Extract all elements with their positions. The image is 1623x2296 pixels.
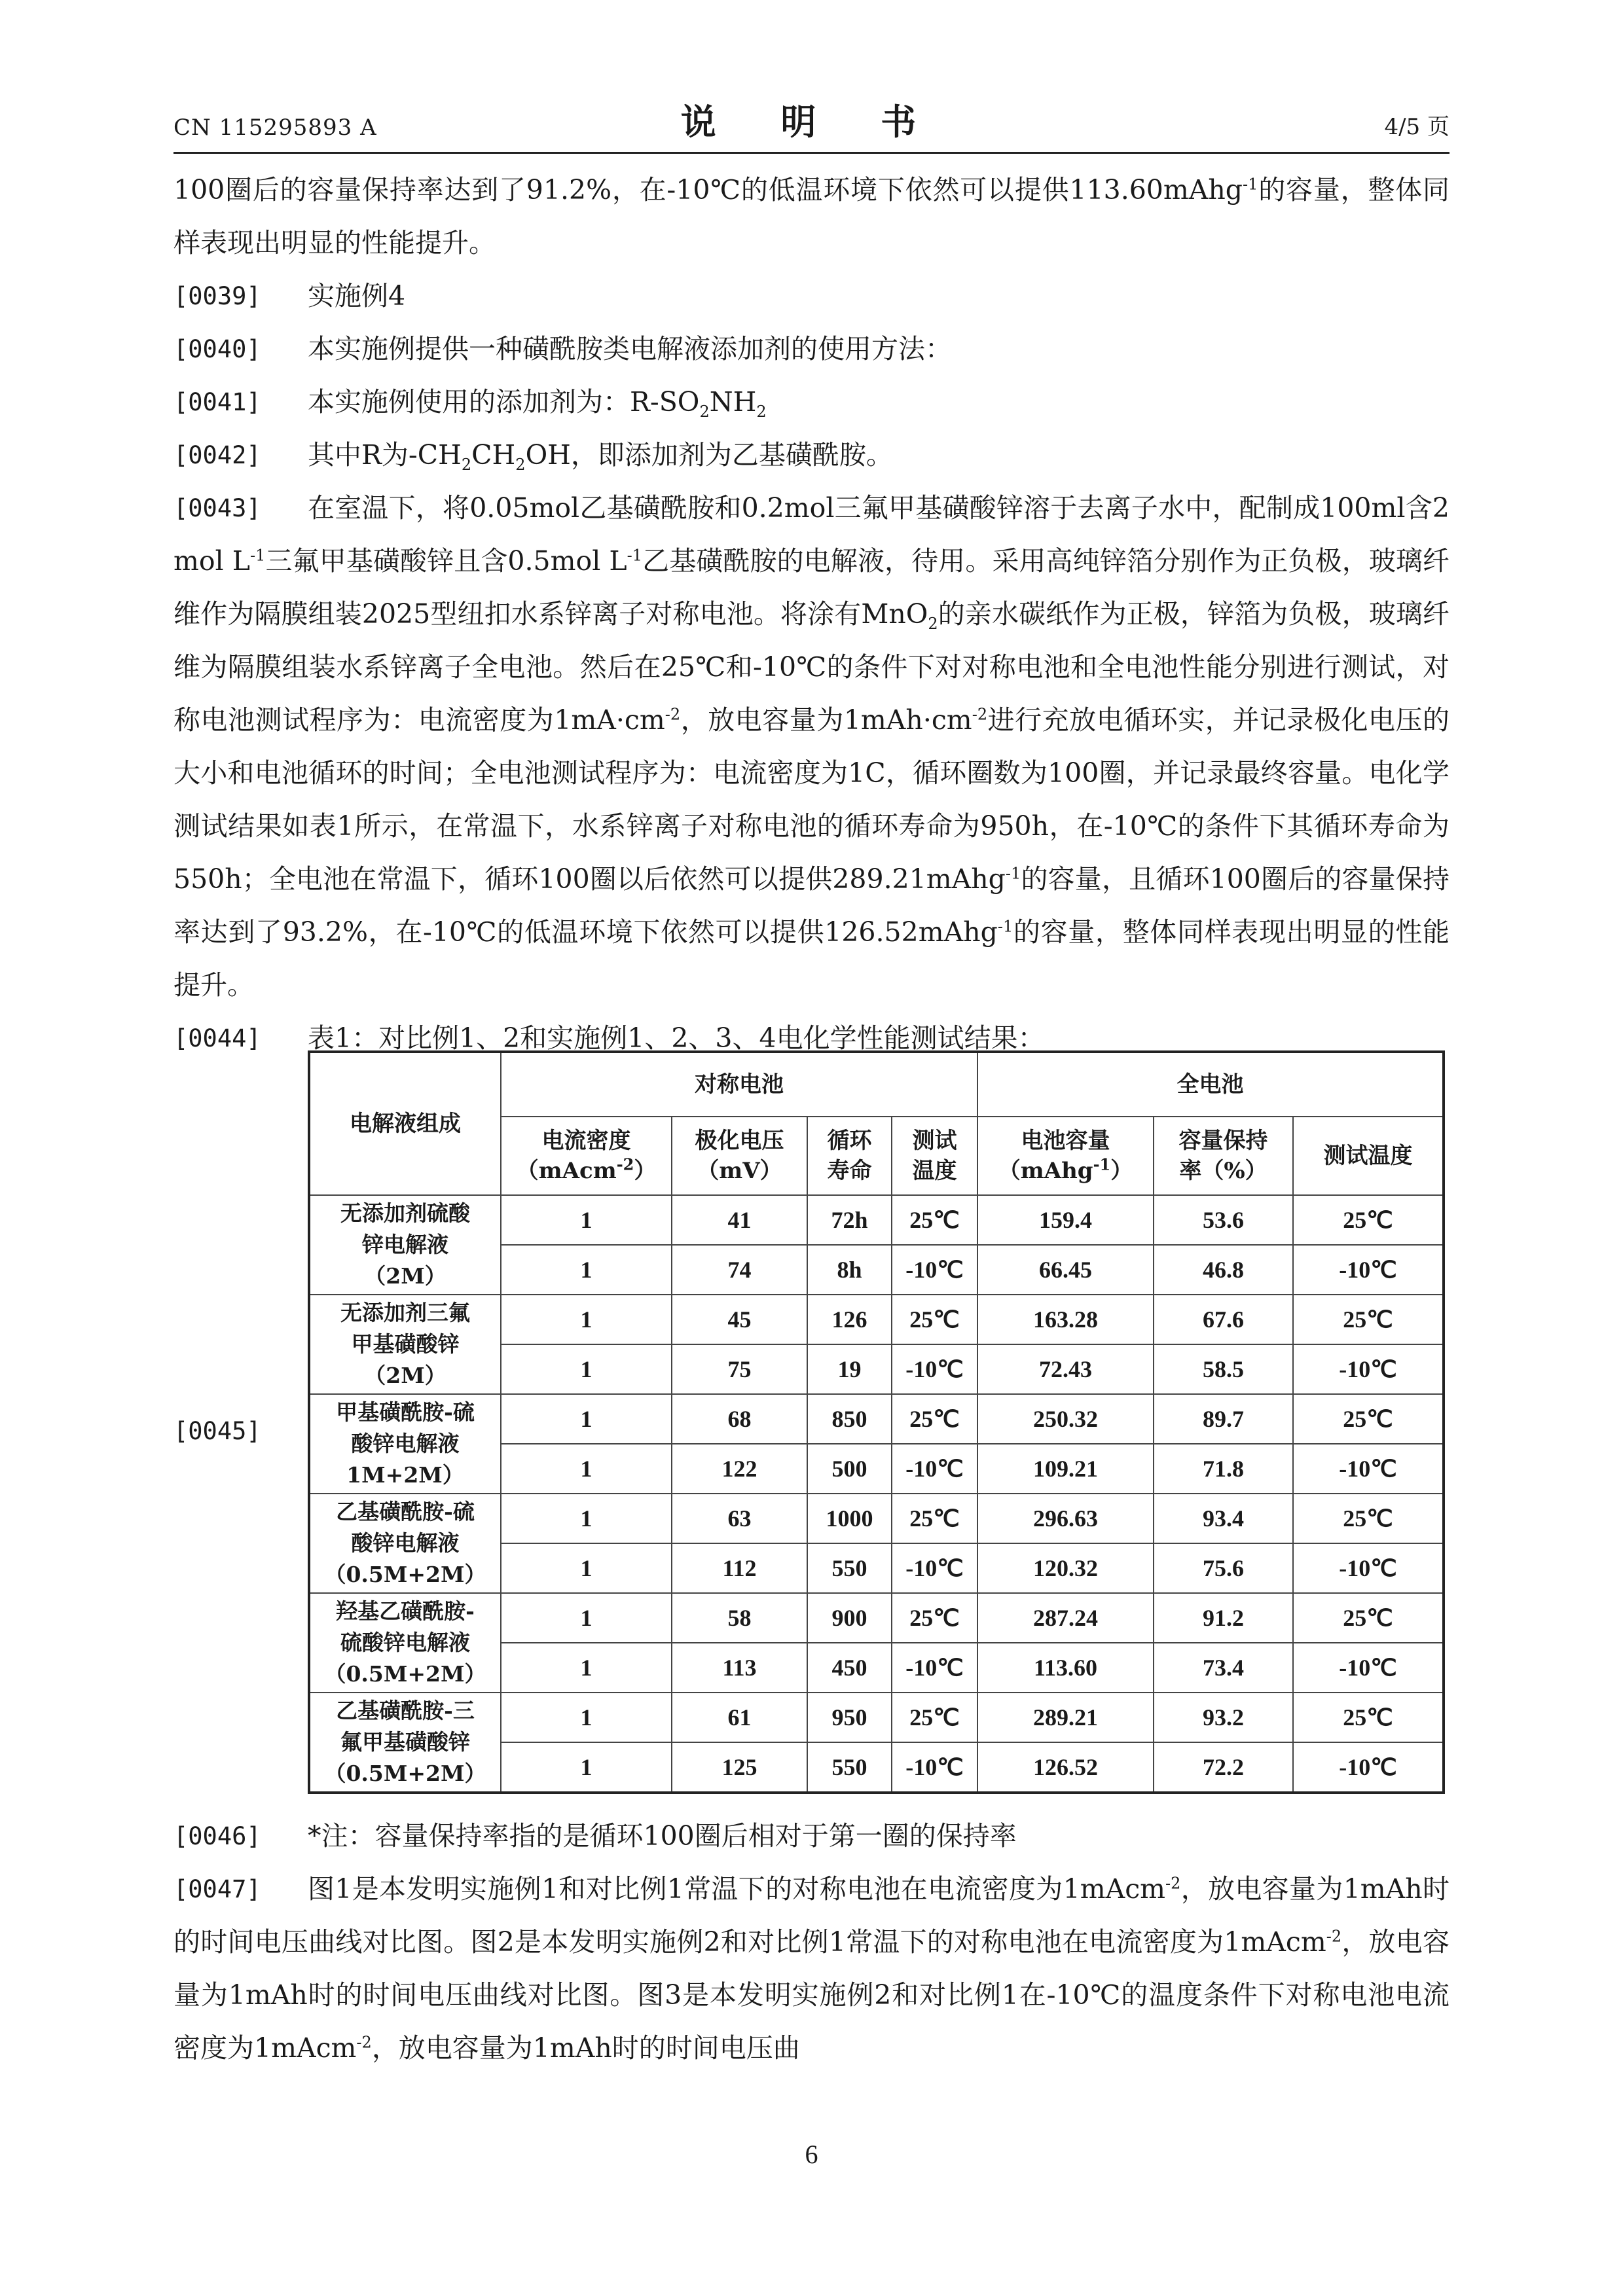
results-table-wrapper (308, 1050, 1442, 1794)
table-cell: 500 (807, 1444, 892, 1494)
table-cell: 25℃ (892, 1593, 977, 1643)
paragraph-0043: [0043] 在室温下，将0.05mol乙基磺酰胺和0.2mol三氟甲基磺酸锌溶于去离子水中，配制成100ml含2mol $L^{-1}$三氟甲基磺酸锌且含0.5mol $L^{-1}$乙基磺酰胺的电解液，待用。采用高纯锌箔分别作为正负极，玻璃纤维作为隔膜组装2025型纽扣水系锌离子对称电池。将涂有MnO$_2$的亲水碳纸作为正极，锌箔为负极，玻璃纤维为隔膜组装水系锌离子全电池。然后在25℃和-10℃的条件下对对称电池和全电池性能分别进行测试，对称电池测试程序为：电流密度为$1mA\cdot cm^{-2}$，放电容量为$1mAh\cdot cm^{-2}$进行充放电循环实，并记录极化电压的大小和电池循环的时间；全电池测试程序为：电流密度为1C，循环圈数为100圈，并记录最终容量。电化学测试结果如表1所示，在常温下，水系锌离子对称电池的循环寿命为950h，在-10℃的条件下其循环寿命为550h；全电池在常温下，循环100圈以后依然可以提供289.21mAhg$^{-1}$的容量，且循环100圈后的容量保持率达到了93.2%，在-10℃的低温环境下依然可以提供126.52mAhg$^{-1}$的容量，整体同样表现出明显的性能提升。 (173, 482, 1450, 1012)
table-cell: -10℃ (1293, 1444, 1444, 1494)
table-cell: -10℃ (1293, 1742, 1444, 1793)
electrolyte-name-cell: 羟基乙磺酰胺- 硫酸锌电解液 （0.5M+2M） (309, 1593, 501, 1693)
electrolyte-name-cell: 无添加剂三氟 甲基磺酸锌 （2M） (309, 1295, 501, 1394)
table-cell: 25℃ (1293, 1693, 1444, 1742)
table-cell: 53.6 (1154, 1195, 1293, 1245)
paragraph-0042: [0042] 其中R为$-CH_2CH_2OH$，即添加剂为乙基磺酰胺。 (173, 429, 1450, 482)
paragraph-number: [0041] (173, 388, 261, 416)
paragraph-number: [0043] (173, 494, 261, 522)
table-cell: 25℃ (892, 1295, 977, 1344)
table-cell: 68 (672, 1394, 807, 1444)
paragraph-0040: [0040] 本实施例提供一种磺酰胺类电解液添加剂的使用方法： (173, 323, 1450, 376)
header-electrolyte: 电解液组成 (309, 1052, 501, 1195)
table-cell: -10℃ (892, 1643, 977, 1693)
paragraph-number: [0046] (173, 1822, 261, 1850)
table-cell: 113 (672, 1643, 807, 1693)
table-cell: 850 (807, 1394, 892, 1444)
table-cell: 1 (501, 1394, 672, 1444)
table-row (309, 1494, 1444, 1543)
header-test-temperature: 测试温度 (1293, 1117, 1444, 1195)
table-row (309, 1394, 1444, 1444)
table-cell: 25℃ (892, 1693, 977, 1742)
electrolyte-name-cell: 无添加剂硫酸 锌电解液 （2M） (309, 1195, 501, 1295)
results-table-body (309, 1195, 1444, 1793)
header-symmetric-cell: 对称电池 (501, 1052, 977, 1117)
header-rule (173, 152, 1450, 154)
table-cell: 1 (501, 1245, 672, 1295)
paragraph-0044: [0044] 表1：对比例1、2和实施例1、2、3、4电化学性能测试结果： (173, 1012, 1450, 1065)
table-cell: 8h (807, 1245, 892, 1295)
table-cell: 25℃ (1293, 1593, 1444, 1643)
table-cell: 25℃ (1293, 1494, 1444, 1543)
table-cell: 1 (501, 1494, 672, 1543)
table-cell: 25℃ (892, 1394, 977, 1444)
table-cell: 900 (807, 1593, 892, 1643)
table-cell: 287.24 (977, 1593, 1154, 1643)
table-cell: 296.63 (977, 1494, 1154, 1543)
table-cell: 25℃ (892, 1494, 977, 1543)
table-cell: 72h (807, 1195, 892, 1245)
table-cell: 93.2 (1154, 1693, 1293, 1742)
header-polarization: 极化电压 （mV） (672, 1117, 807, 1195)
table-cell: 73.4 (1154, 1643, 1293, 1693)
table-row (309, 1195, 1444, 1245)
page-counter: 4/5 页 (1384, 114, 1450, 140)
document-title: 说 明 书 (680, 101, 943, 143)
table-cell: 1 (501, 1593, 672, 1643)
table-cell: -10℃ (892, 1245, 977, 1295)
table-cell: 19 (807, 1344, 892, 1394)
table-cell: 46.8 (1154, 1245, 1293, 1295)
table-cell: 126 (807, 1295, 892, 1344)
table-cell: -10℃ (892, 1444, 977, 1494)
table-cell: 66.45 (977, 1245, 1154, 1295)
table-row (309, 1693, 1444, 1742)
table-cell: 25℃ (1293, 1195, 1444, 1245)
table-cell: 89.7 (1154, 1394, 1293, 1444)
paragraph-number: [0040] (173, 335, 261, 363)
table-cell: 1 (501, 1295, 672, 1344)
paragraph-0046: [0046] *注：容量保持率指的是循环100圈后相对于第一圈的保持率 (173, 1810, 1450, 1863)
table-cell: 67.6 (1154, 1295, 1293, 1344)
header-retention: 容量保持 率（%） (1154, 1117, 1293, 1195)
header-capacity: 电池容量 （mAhg$^{-1}$） (977, 1117, 1154, 1195)
table-cell: 550 (807, 1543, 892, 1593)
body-text-after-table (173, 1810, 1450, 2075)
table-cell: 109.21 (977, 1444, 1154, 1494)
table-cell: 950 (807, 1693, 892, 1742)
table-cell: 58 (672, 1593, 807, 1643)
paragraph-0039: [0039] 实施例4 (173, 270, 1450, 323)
paragraph-number-0045: [0045] (173, 1417, 261, 1445)
electrolyte-name-cell: 乙基磺酰胺-硫 酸锌电解液 （0.5M+2M） (309, 1494, 501, 1593)
table-cell: 1 (501, 1643, 672, 1693)
paragraph-0047: [0047] 图1是本发明实施例1和对比例1常温下的对称电池在电流密度为1mAcm$^{-2}$，放电容量为1mAh时的时间电压曲线对比图。图2是本发明实施例2和对比例1常温下的对称电池在电流密度为1mAcm$^{-2}$，放电容量为1mAh时的时间电压曲线对比图。图3是本发明实施例2和对比例1在-10℃的温度条件下对称电池电流密度为1mAcm$^{-2}$，放电容量为1mAh时的时间电压曲 (173, 1863, 1450, 2075)
table-cell: -10℃ (1293, 1643, 1444, 1693)
table-cell: 126.52 (977, 1742, 1154, 1793)
header-full-cell: 全电池 (977, 1052, 1444, 1117)
table-cell: 71.8 (1154, 1444, 1293, 1494)
table-cell: 122 (672, 1444, 807, 1494)
table-cell: 45 (672, 1295, 807, 1344)
paragraph-number: [0039] (173, 282, 261, 310)
table-cell: 75 (672, 1344, 807, 1394)
table-row (309, 1295, 1444, 1344)
table-cell: 72.2 (1154, 1742, 1293, 1793)
table-row (309, 1593, 1444, 1643)
table-cell: 112 (672, 1543, 807, 1593)
table-cell: 72.43 (977, 1344, 1154, 1394)
table-cell: -10℃ (892, 1742, 977, 1793)
page-header (173, 95, 1450, 154)
body-text (173, 164, 1450, 1065)
table-cell: 91.2 (1154, 1593, 1293, 1643)
electrolyte-name-cell: 乙基磺酰胺-三 氟甲基磺酸锌 （0.5M+2M） (309, 1693, 501, 1793)
page-number: 6 (805, 2140, 818, 2169)
table-cell: 289.21 (977, 1693, 1154, 1742)
paragraph-number: [0044] (173, 1024, 261, 1052)
table-cell: 550 (807, 1742, 892, 1793)
table-cell: -10℃ (892, 1344, 977, 1394)
table-cell: 113.60 (977, 1643, 1154, 1693)
paragraph-number: [0047] (173, 1875, 261, 1903)
header-current-density: 电流密度 （mAcm$^{-2}$） (501, 1117, 672, 1195)
header-test-temp: 测试 温度 (892, 1117, 977, 1195)
table-cell: 58.5 (1154, 1344, 1293, 1394)
table-cell: 1 (501, 1543, 672, 1593)
table-cell: 25℃ (892, 1195, 977, 1245)
paragraph-0041: [0041] 本实施例使用的添加剂为：$R-SO_2NH_2$ (173, 376, 1450, 429)
table-cell: 1000 (807, 1494, 892, 1543)
table-cell: 41 (672, 1195, 807, 1245)
table-cell: -10℃ (1293, 1543, 1444, 1593)
table-cell: 120.32 (977, 1543, 1154, 1593)
table-cell: 93.4 (1154, 1494, 1293, 1543)
table-cell: 63 (672, 1494, 807, 1543)
table-cell: 159.4 (977, 1195, 1154, 1245)
table-cell: 1 (501, 1344, 672, 1394)
table-cell: 61 (672, 1693, 807, 1742)
table-cell: 1 (501, 1693, 672, 1742)
table-cell: 163.28 (977, 1295, 1154, 1344)
table-cell: -10℃ (1293, 1245, 1444, 1295)
table-cell: 1 (501, 1742, 672, 1793)
document-id: CN 115295893 A (173, 115, 377, 141)
table-cell: 1 (501, 1444, 672, 1494)
results-table (308, 1050, 1445, 1794)
table-cell: -10℃ (892, 1543, 977, 1593)
paragraph-continuation: 100圈后的容量保持率达到了91.2%，在-10℃的低温环境下依然可以提供113.60mAhg$^{-1}$的容量，整体同样表现出明显的性能提升。 (173, 174, 1450, 259)
paragraph-number: [0042] (173, 441, 261, 469)
table-cell: 74 (672, 1245, 807, 1295)
table-cell: 75.6 (1154, 1543, 1293, 1593)
table-cell: 250.32 (977, 1394, 1154, 1444)
table-cell: 125 (672, 1742, 807, 1793)
header-cycle-life: 循环 寿命 (807, 1117, 892, 1195)
table-cell: 25℃ (1293, 1295, 1444, 1344)
table-cell: -10℃ (1293, 1344, 1444, 1394)
table-cell: 1 (501, 1195, 672, 1245)
table-cell: 450 (807, 1643, 892, 1693)
electrolyte-name-cell: 甲基磺酰胺-硫 酸锌电解液 1M+2M） (309, 1394, 501, 1494)
table-cell: 25℃ (1293, 1394, 1444, 1444)
